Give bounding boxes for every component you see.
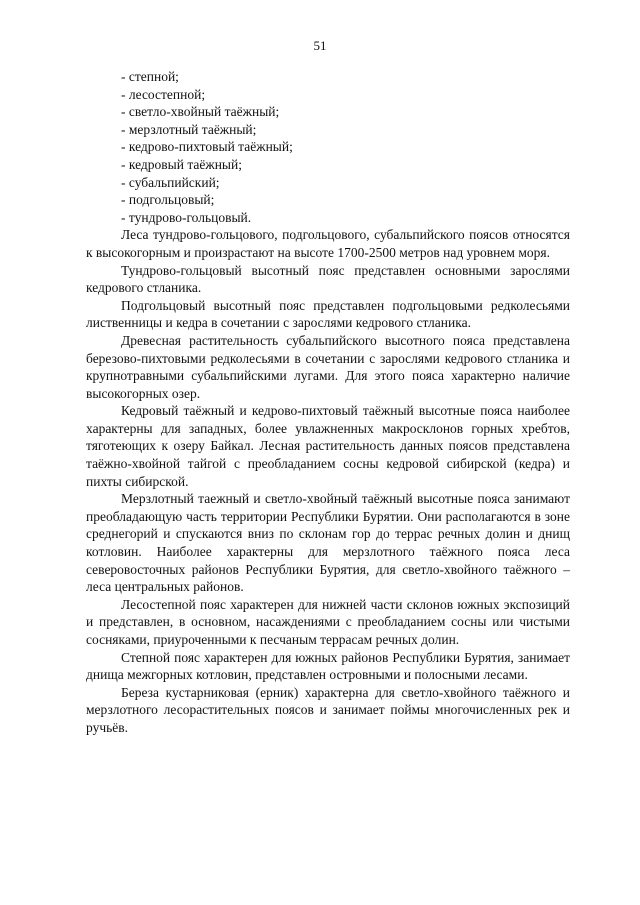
paragraph: Лесостепной пояс характерен для нижней части склонов южных экспозиций и представлен, в основном, насаждениями с преобладанием сосны или чистыми сосняками, приуроченными к песчаным террасам речных долин. [86,596,570,647]
page-content [86,68,570,737]
paragraph: Береза кустарниковая (ерник) характерна для светло-хвойного таёжного и мерзлотного лесорастительных поясов и занимает поймы многочисленных рек и ручьёв. [86,684,570,735]
list-item: - кедрово-пихтовый таёжный; [86,138,570,156]
paragraph: Древесная растительность субальпийского высотного пояса представлена березово-пихтовыми редколесьями в сочетании с зарослями кедрового стланика и крупнотравными субальпийскими лугами. Для этого пояса характерно наличие высокогорных озер. [86,332,570,401]
list-item: - светло-хвойный таёжный; [86,103,570,121]
list-item: - подгольцовый; [86,191,570,209]
list-item: - степной; [86,68,570,86]
paragraph: Степной пояс характерен для южных районов Республики Бурятия, занимает днища межгорных котловин, представлен островными и полосными лесами. [86,649,570,683]
altitude-belt-list [86,68,570,226]
paragraph: Леса тундрово-гольцового, подгольцового, субальпийского поясов относятся к высокогорным и произрастают на высоте 1700-2500 метров над уровнем моря. [86,227,570,260]
list-item: - кедровый таёжный; [86,156,570,174]
page-number: 51 [313,38,327,53]
list-item: - лесостепной; [86,86,570,104]
list-item: - субальпийский; [86,174,570,192]
paragraph: Подгольцовый высотный пояс представлен подгольцовыми редколесьями лиственницы и кедра в сочетании с зарослями кедрового стланика. [86,297,570,331]
paragraph: Кедровый таёжный и кедрово-пихтовый таёжный высотные пояса наиболее характерны для западных, более увлажненных макросклонов горных хребтов, тяготеющих к озеру Байкал. Лесная растительность данных поясов представлена таёжно-хвойной тайгой с преобладанием сосны кедровой сибирской (кедра) и пихты сибирской. [86,403,570,489]
list-item: - мерзлотный таёжный; [86,121,570,139]
list-item: - тундрово-гольцовый. [86,209,570,227]
paragraph: Тундрово-гольцовый высотный пояс представлен основными зарослями кедрового стланика. [86,262,570,296]
paragraph: Мерзлотный таежный и светло-хвойный таёжный высотные пояса занимают преобладающую часть территории Республики Бурятии. Они располагаются в зоне среднегорий и спускаются вниз по склонам гор до террас речных долин и днищ котловин. Наиболее характерны для мерзлотного таёжного пояса леса северовосточных районов Республики Бурятия, для светло-хвойного таёжного – леса центральных районов. [86,491,570,595]
